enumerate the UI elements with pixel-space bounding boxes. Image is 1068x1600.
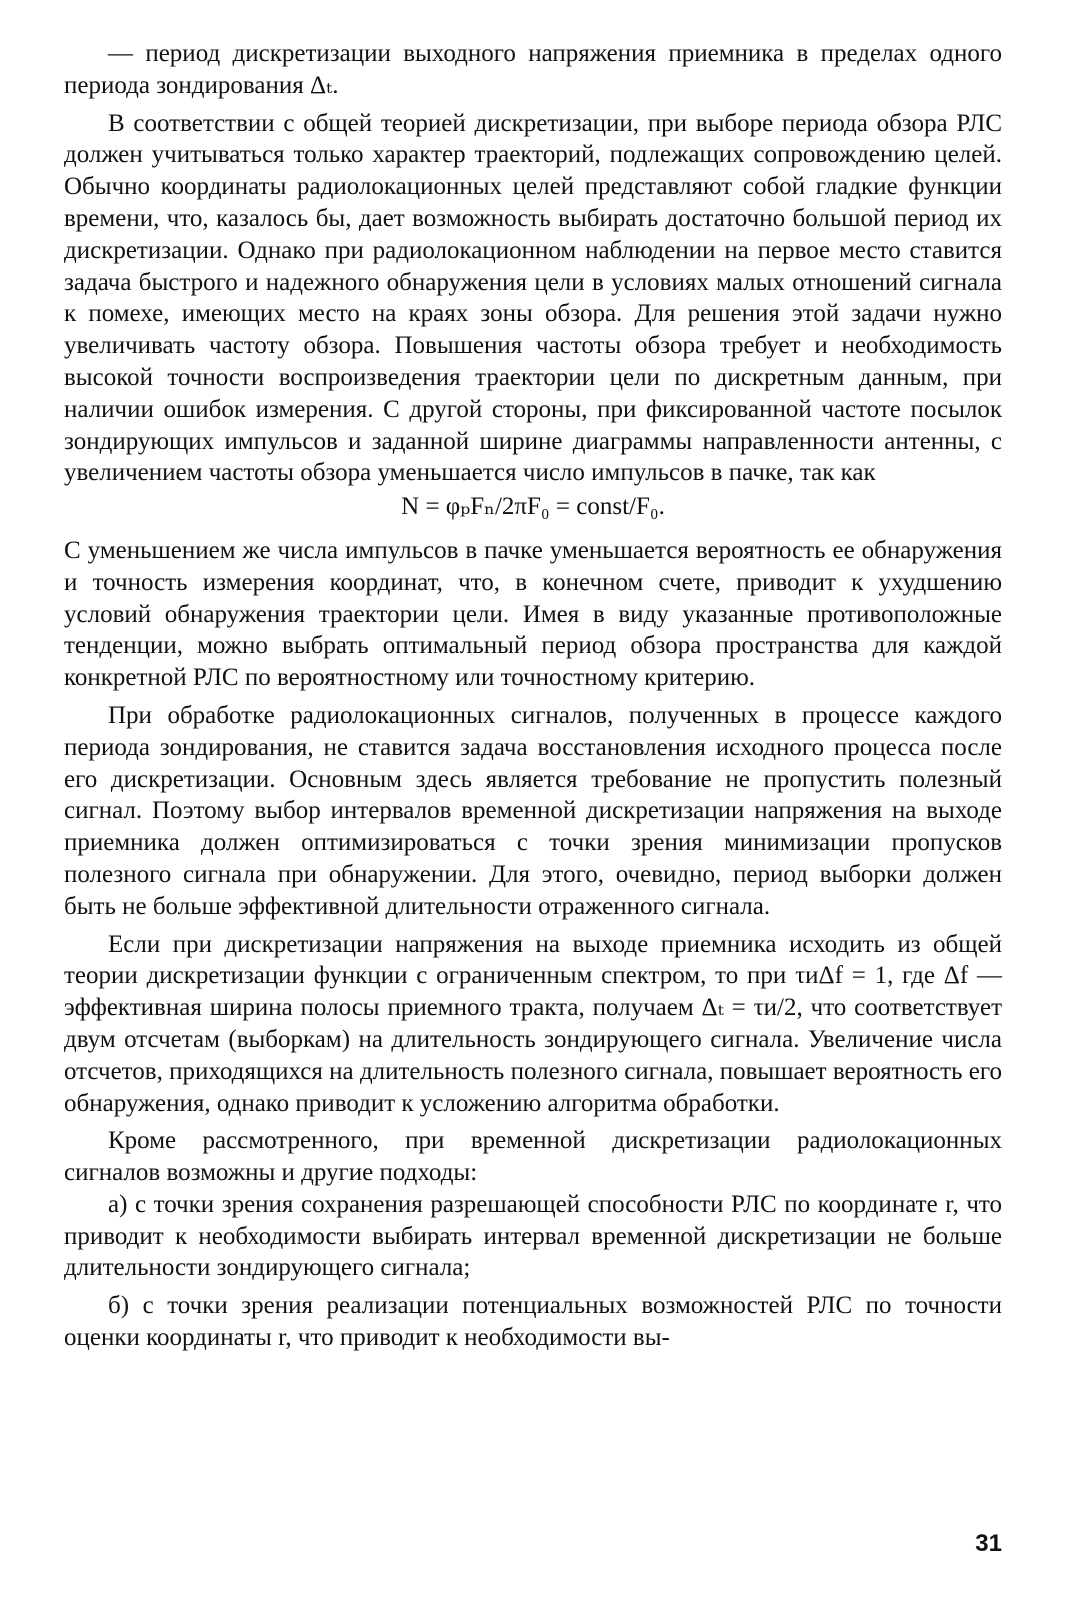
paragraph-2: В соответствии с общей теорией дискретизации, при выборе периода обзора РЛС должен учитываться только характер траекторий, подлежащих сопровождению целей. Обычно координаты радиолокационных целей представляют собой гладкие функции времени, что, казалось бы, дает возможность выбирать достаточно большой период их дискретизации. Однако при радиолокационном наблюдении на первое место ставится задача быстрого и надежного обнаружения цели в условиях малых отношений сигнала к помехе, имеющих место на краях зоны обзора. Для решения этой задачи нужно увеличивать частоту обзора. Повышения частоты обзора требует и необходимость высокой точности воспроизведения траектории цели по дискретным данным, при наличии ошибок измерения. С другой стороны, при фиксированной частоте посылок зондирующих импульсов и заданной ширине диаграммы направленности антенны, с увеличением частоты обзора уменьшается число импульсов в пачке, так как (64, 109, 1002, 487)
list-item-b: б) с точки зрения реализации потенциальных возможностей РЛС по точности оценки координаты r, что приводит к необходимости вы- (64, 1292, 1002, 1352)
formula-text: N = φₚFₙ/2πF₀ = const/F₀. (401, 493, 665, 521)
page-number: 31 (975, 1530, 1002, 1557)
paragraph-4: При обработке радиолокационных сигналов, полученных в процессе каждого периода зондирования, не ставится задача восстановления исходного процесса после его дискретизации. Основным здесь является требование не пропустить полезный сигнал. Поэтому выбор интервалов временной дискретизации напряжения на выходе приемника должен оптимизироваться с точки зрения минимизации пропусков полезного сигнала при обнаружении. Для этого, очевидно, период выборки должен быть не больше эффективной длительности отраженного сигнала. (64, 701, 1002, 920)
paragraph-3: С уменьшением же числа импульсов в пачке уменьшается вероятность ее обнаружения и точность измерения координат, что, в конечном счете, приводит к ухудшению условий обнаружения траектории цели. Имея в виду указанные противоположные тенденции, можно выбрать оптимальный период обзора пространства для каждой конкретной РЛС по вероятностному или точностному критерию. (64, 536, 1002, 692)
page-text (64, 38, 1002, 1354)
list-item-a: а) с точки зрения сохранения разрешающей способности РЛС по координате r, что приводит к необходимости выбирать интервал временной дискретизации не больше длительности зондирующего сигнала; (64, 1190, 1002, 1282)
paragraph-6: Кроме рассмотренного, при временной дискретизации радиолокационных сигналов возможны и другие подходы: (64, 1127, 1002, 1187)
paragraph-5: Если при дискретизации напряжения на выходе приемника исходить из общей теории дискретизации функции с ограниченным спектром, то при τиΔf = 1, где Δf — эффективная ширина полосы приемного тракта, получаем Δₜ = τи/2, что соответствует двум отсчетам (выборкам) на длительность зондирующего сигнала. Увеличение числа отсчетов, приходящихся на длительность полезного сигнала, повышает вероятность его обнаружения, однако приводит к усложению алгоритма обработки. (64, 930, 1002, 1117)
paragraph-1: — период дискретизации выходного напряжения приемника в пределах одного периода зондирования Δₜ. (64, 40, 1002, 99)
formula-n (64, 491, 1002, 523)
